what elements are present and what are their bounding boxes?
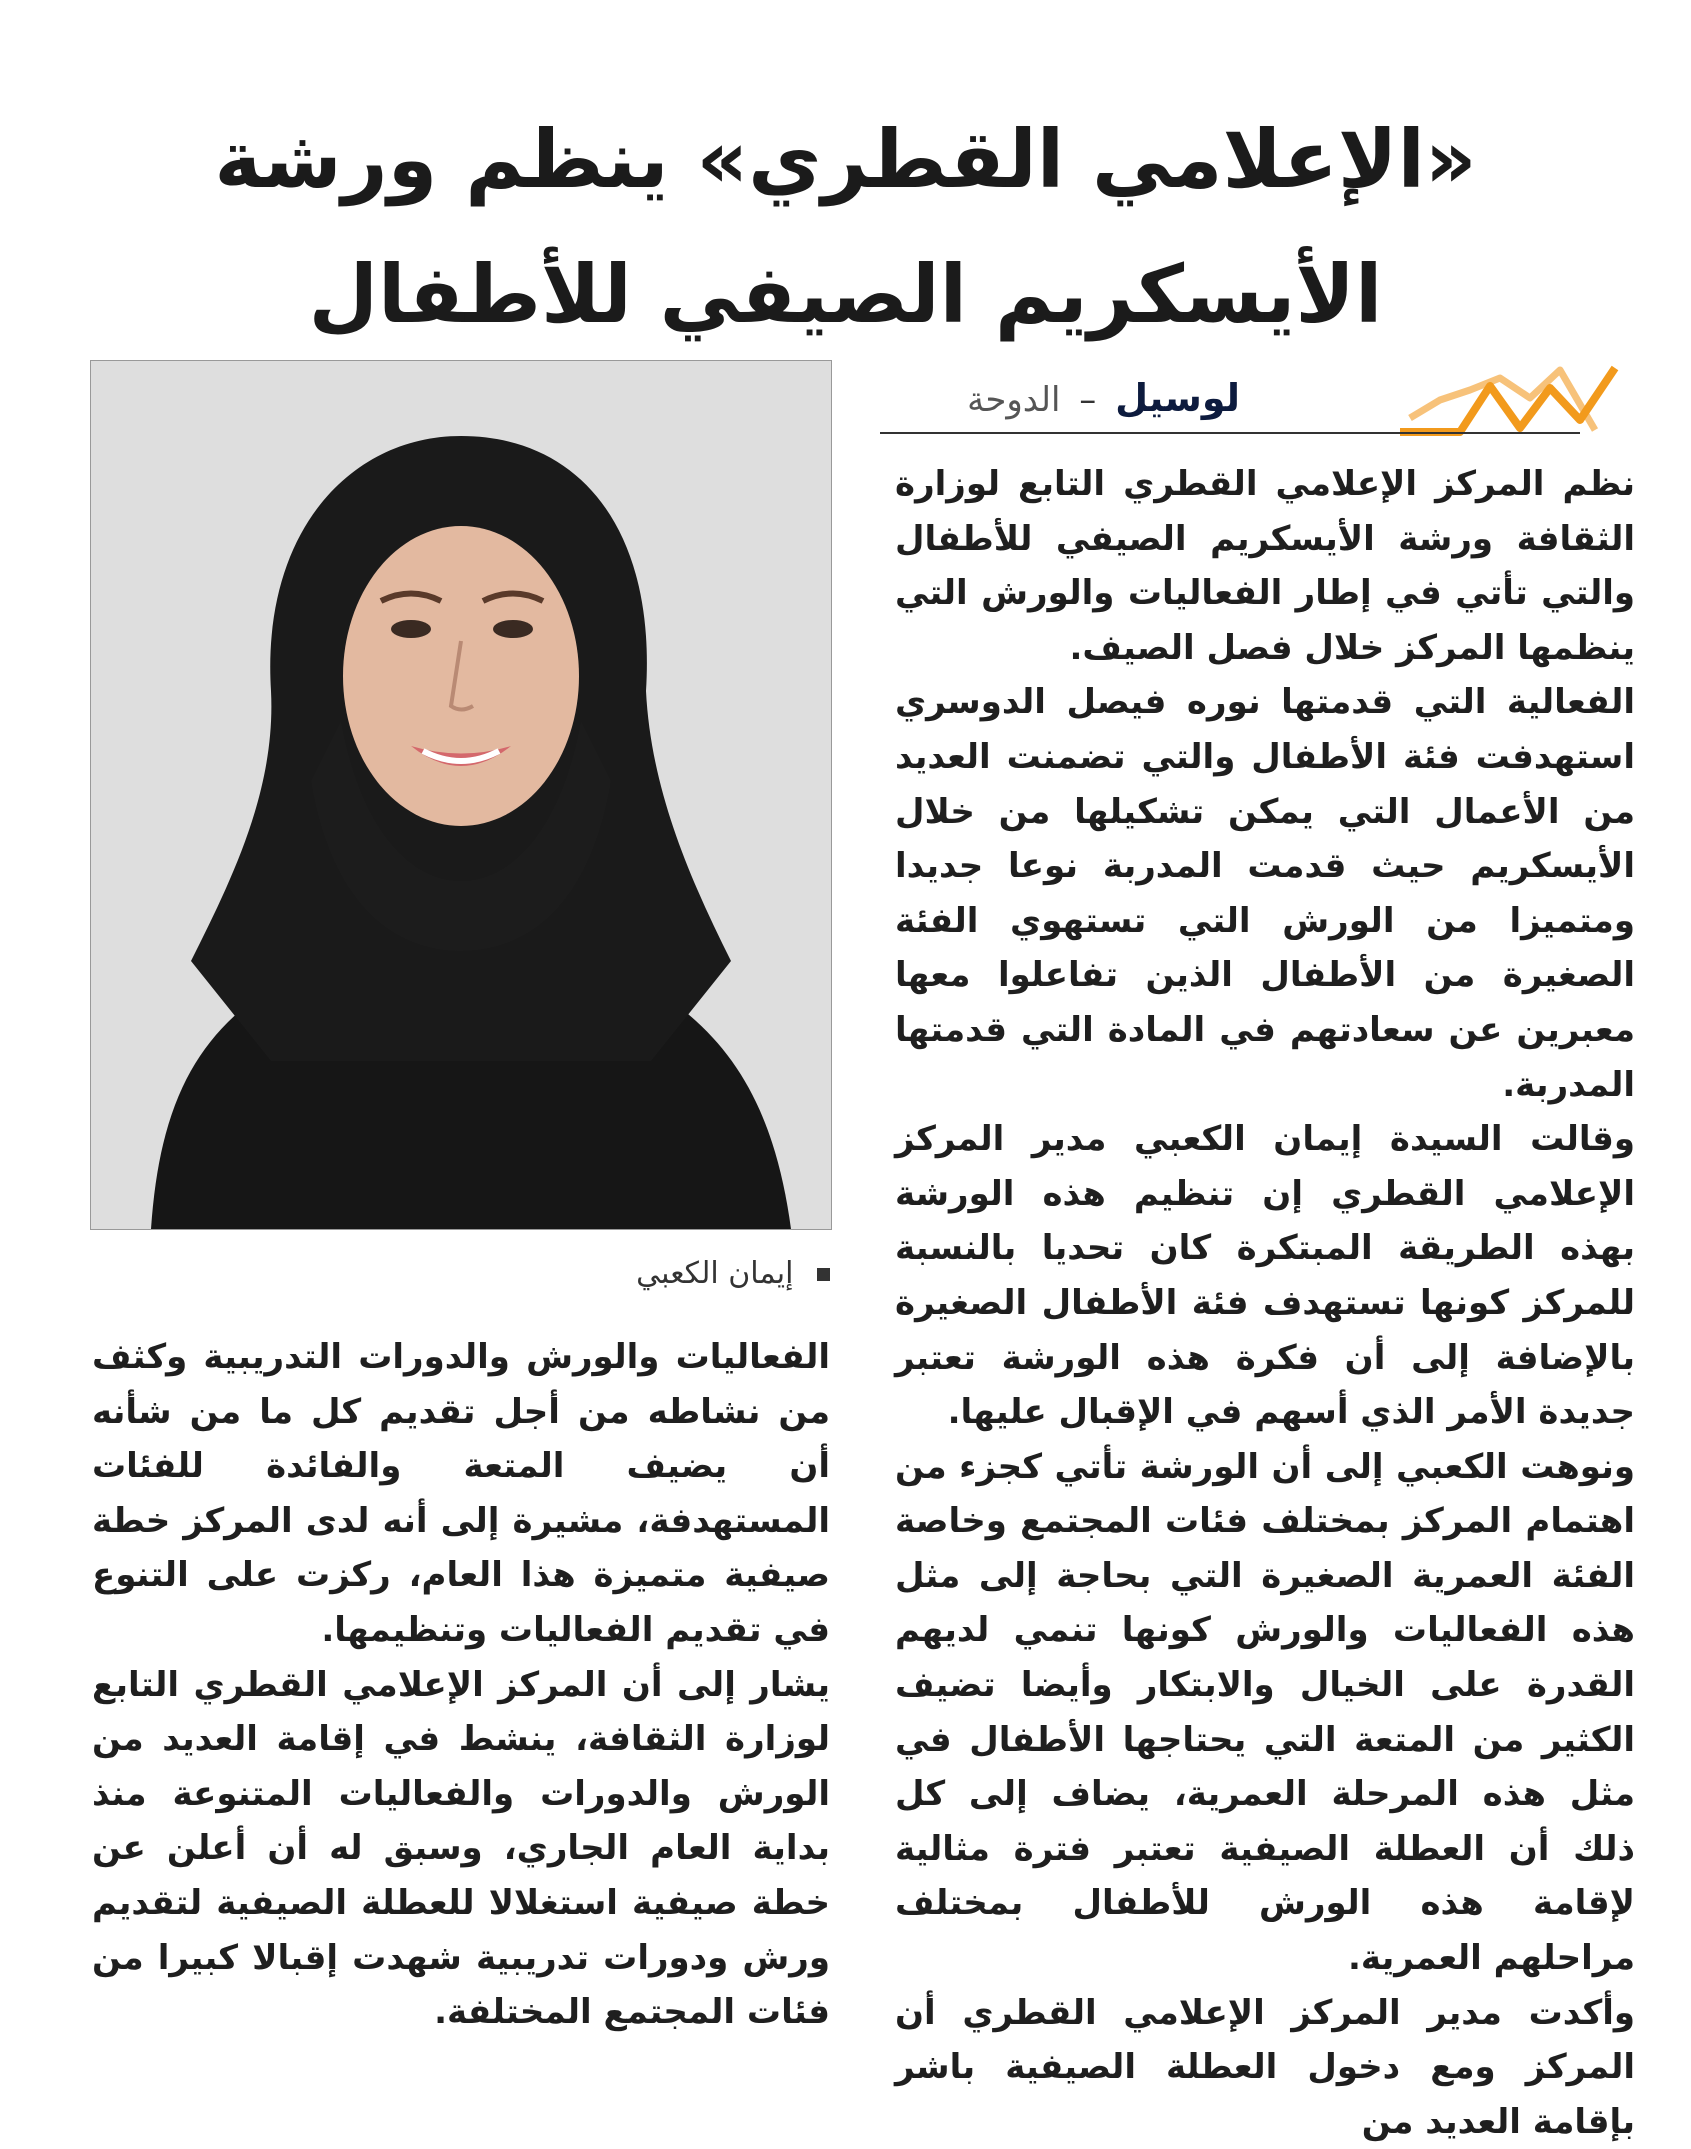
headline-line-1: «الإعلامي القطري» ينظم ورشة bbox=[214, 113, 1477, 206]
portrait-photo bbox=[90, 360, 832, 1230]
portrait-illustration bbox=[91, 361, 831, 1229]
article-paragraph: يشار إلى أن المركز الإعلامي القطري التابع لوزارة الثقافة، ينشط في إقامة العديد من الورش والدورات والفعاليات المتنوعة منذ بداية العام الجاري، وسبق له أن أعلن عن خطة صيفية استغلالا للعطلة الصيفية لتقديم ورش ودورات تدريبية شهدت إقبالا كبيرا من فئات المجتمع المختلفة. bbox=[92, 1664, 830, 2033]
caption-text: إيمان الكعبي bbox=[636, 1256, 794, 1291]
byline-zigzag-logo-icon bbox=[1400, 360, 1620, 440]
byline-rule bbox=[880, 432, 1580, 434]
article-right-column bbox=[895, 457, 1635, 2149]
article-paragraph: وأكدت مدير المركز الإعلامي القطري أن المركز ومع دخول العطلة الصيفية باشر بإقامة العديد من bbox=[895, 1992, 1635, 2142]
caption-square-icon bbox=[817, 1268, 830, 1281]
article-paragraph: نظم المركز الإعلامي القطري التابع لوزارة الثقافة ورشة الأيسكريم الصيفي للأطفال والتي تأتي في إطار الفعاليات والورش التي ينظمها المركز خلال فصل الصيف. bbox=[895, 464, 1635, 668]
headline bbox=[60, 92, 1631, 362]
photo-caption bbox=[300, 1256, 830, 1291]
article-left-column bbox=[92, 1330, 830, 2040]
article-paragraph: وقالت السيدة إيمان الكعبي مدير المركز الإعلامي القطري إن تنظيم هذه الورشة بهذه الطريقة المبتكرة كان تحديا بالنسبة للمركز كونها تستهدف فئة الأطفال الصغيرة بالإضافة إلى أن فكرة هذه الورشة تعتبر جديدة الأمر الذي أسهم في الإقبال عليها. bbox=[895, 1119, 1635, 1433]
byline-city: الدوحة bbox=[967, 380, 1061, 420]
byline-separator: – bbox=[1079, 380, 1097, 420]
article-paragraph: الفعالية التي قدمتها نوره فيصل الدوسري استهدفت فئة الأطفال والتي تضمنت العديد من الأعمال التي يمكن تشكيلها من خلال الأيسكريم حيث قدمت المدربة نوعا جديدا ومتميزا من الورش التي تستهوي الفئة الصغيرة من الأطفال الذين تفاعلوا معها معبرين عن سعادتهم في المادة التي قدمتها المدربة. bbox=[895, 682, 1635, 1105]
byline bbox=[880, 360, 1640, 440]
article-paragraph: ونوهت الكعبي إلى أن الورشة تأتي كجزء من اهتمام المركز بمختلف فئات المجتمع وخاصة الفئة العمرية الصغيرة التي بحاجة إلى مثل هذه الفعاليات والورش كونها تنمي لديهم القدرة على الخيال والابتكار وأيضا تضيف الكثير من المتعة التي يحتاجها الأطفال في مثل هذه المرحلة العمرية، يضاف إلى كل ذلك أن العطلة الصيفية تعتبر فترة مثالية لإقامة هذه الورش للأطفال بمختلف مراحلهم العمرية. bbox=[895, 1446, 1635, 1979]
byline-text bbox=[967, 376, 1240, 420]
article-paragraph: الفعاليات والورش والدورات التدريبية وكثف من نشاطه من أجل تقديم كل ما من شأنه أن يضيف المتعة والفائدة للفئات المستهدفة، مشيرة إلى أنه لدى المركز خطة صيفية متميزة هذا العام، ركزت على التنوع في تقديم الفعاليات وتنظيمها. bbox=[92, 1337, 830, 1650]
headline-line-2: الأيسكريم الصيفي للأطفال bbox=[308, 248, 1383, 341]
byline-brand: لوسيل bbox=[1115, 376, 1240, 420]
